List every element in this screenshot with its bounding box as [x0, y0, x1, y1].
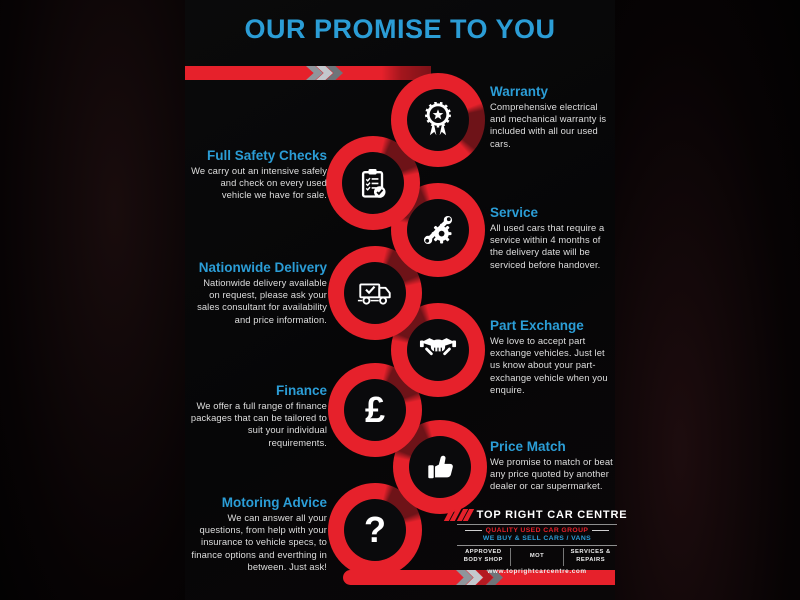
section-title: Full Safety Checks	[206, 148, 327, 163]
dealer-name: TOP RIGHT CAR CENTRE	[476, 509, 628, 521]
section-body: All used cars that require a service within 4 months of the delivery date will be serviced before handover.	[490, 222, 605, 270]
dealer-logo-block	[457, 509, 628, 575]
section-body: We can answer all your questions, from help with your insurance to vehicle specs, to finance options and everthing in between. Just ask!	[191, 512, 327, 572]
thumbs-up-icon	[409, 436, 471, 498]
service-mot: MOT	[510, 548, 564, 566]
section-service	[490, 205, 614, 271]
section-title: Price Match	[490, 439, 566, 454]
divider	[457, 524, 617, 525]
service-services-repairs: SERVICES & REPAIRS	[563, 548, 617, 566]
dealer-tagline-2: WE BUY & SELL CARS / VANS	[482, 535, 592, 542]
section-finance	[190, 383, 327, 449]
question-glyph: ?	[364, 509, 386, 550]
section-body: We carry out an intensive safely and check on every used vehicle we have for sale.	[191, 165, 327, 201]
chevron-arrows-icon	[313, 66, 343, 80]
section-warranty	[490, 84, 614, 150]
section-title: Nationwide Delivery	[198, 260, 327, 275]
award-rosette-icon	[407, 89, 469, 151]
background-right	[615, 0, 800, 600]
section-title: Service	[490, 205, 539, 220]
section-price-match	[490, 439, 614, 493]
red-stripes-icon	[447, 509, 471, 521]
section-body: Nationwide delivery available on request, please ask your sales consultant for availability and price information.	[197, 277, 327, 325]
section-body: We offer a full range of finance packages that can be tailored to suit your individual requirements.	[190, 400, 327, 448]
dealer-tagline-1: QUALITY USED CAR GROUP	[485, 527, 589, 534]
dealer-services	[457, 548, 617, 566]
section-title: Motoring Advice	[221, 495, 327, 510]
divider	[457, 545, 617, 546]
section-title: Finance	[275, 383, 327, 398]
section-title: Warranty	[490, 84, 549, 99]
promise-poster	[185, 0, 628, 600]
service-approved-body-shop: APPROVED BODY SHOP	[463, 549, 503, 563]
question-mark-icon	[344, 499, 406, 561]
pound-glyph: £	[364, 389, 386, 430]
pound-sign-icon	[344, 379, 406, 441]
section-body: We promise to match or beat any price quoted by another dealer or car supermarket.	[490, 456, 613, 492]
gear-wrench-icon	[407, 199, 469, 261]
section-part-exchange	[490, 318, 614, 396]
section-body: Comprehensive electrical and mechanical warranty is included with all our used cars.	[490, 101, 607, 149]
ribbon-top	[185, 66, 431, 80]
divider	[465, 530, 482, 531]
section-title: Part Exchange	[490, 318, 584, 333]
delivery-truck-icon	[344, 262, 406, 324]
handshake-icon	[407, 319, 469, 381]
page-title: OUR PROMISE TO YOU	[244, 14, 556, 44]
dealer-website: www.toprightcarcentre.com	[487, 567, 587, 575]
divider	[592, 530, 609, 531]
ring-warranty	[391, 73, 485, 167]
section-body: We love to accept part exchange vehicles. Just let us know about your part-exchange vehicle when you enquire.	[490, 335, 608, 395]
section-nationwide-delivery	[190, 260, 327, 326]
section-full-safety-checks	[190, 148, 327, 202]
section-motoring-advice	[190, 495, 327, 573]
clipboard-check-icon	[342, 152, 404, 214]
background-left	[0, 0, 185, 600]
